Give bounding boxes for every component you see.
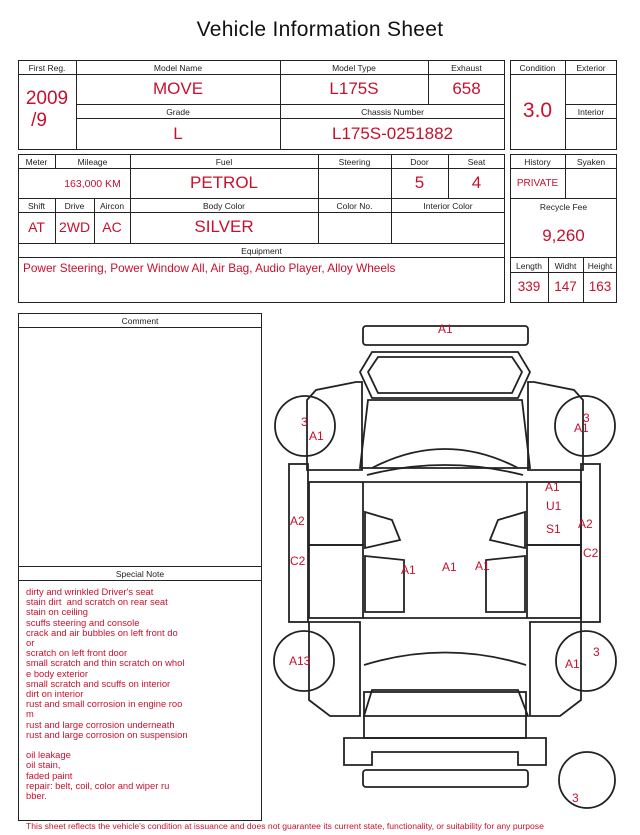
special-note-line: or (26, 637, 35, 649)
mark-wheel-fl-num: 3 (301, 415, 308, 429)
special-note-line: crack and air bubbles on left front do (26, 626, 178, 638)
mark-right-door-front: A2 (578, 517, 593, 531)
color-no-label: Color No. (336, 201, 373, 211)
interior-label: Interior (577, 107, 605, 117)
mark-wheel-rr: A1 (565, 657, 580, 671)
chassis-label: Chassis Number (361, 107, 424, 117)
special-note-line: repair: belt, coil, color and wiper ru (26, 779, 170, 791)
special-note-line: rust and small corrosion in engine roo (26, 698, 183, 710)
aircon-label: Aircon (99, 201, 125, 211)
syaken-label: Syaken (576, 157, 606, 167)
sheet-title: Vehicle Information Sheet (196, 18, 444, 41)
special-note-line: faded paint (26, 769, 73, 781)
meter-label: Meter (25, 157, 48, 167)
special-note-line: rust and large corrosion underneath (26, 718, 175, 730)
first-reg-month: /9 (31, 110, 47, 131)
vehicle-damage-diagram (268, 318, 624, 818)
comment-label: Comment (121, 316, 159, 326)
length-label: Length (516, 261, 542, 271)
fuel-label: Fuel (215, 157, 233, 167)
mark-wheel-fr-num: 3 (583, 411, 590, 425)
seat-value: 4 (471, 173, 482, 192)
mark-right-1: A1 (545, 480, 560, 494)
special-note-line: m (26, 708, 34, 720)
exhaust-value: 658 (452, 79, 481, 98)
exterior-label: Exterior (576, 63, 606, 73)
mark-right-2: U1 (546, 499, 562, 513)
special-note-line: scratch on left front door (26, 647, 128, 659)
model-name-value: MOVE (152, 79, 204, 98)
mark-roof-left: A1 (401, 563, 416, 577)
mark-left-door-front: A2 (290, 514, 305, 528)
mark-spare-num: 3 (572, 791, 579, 805)
mark-wheel-fr: A1 (574, 421, 589, 435)
exhaust-label: Exhaust (451, 63, 482, 73)
mark-front-bumper: A1 (438, 322, 453, 336)
width-label: Widht (554, 261, 577, 271)
recycle-fee-value: 9,260 (542, 226, 585, 245)
model-type-value: L175S (329, 79, 379, 98)
interior-color-label: Interior Color (423, 201, 473, 211)
condition-value: 3.0 (522, 99, 553, 122)
grade-label: Grade (166, 107, 190, 117)
aircon-value: AC (102, 219, 122, 235)
special-note-line: stain dirt and scratch on rear seat (26, 596, 168, 608)
history-label: History (524, 157, 551, 167)
mileage-label: Mileage (77, 157, 108, 167)
model-type-label: Model Type (332, 63, 376, 73)
mark-left-door-rear: C2 (290, 554, 306, 568)
mark-wheel-rr-num: 3 (593, 645, 600, 659)
history-value: PRIVATE (516, 178, 559, 189)
special-note-line: oil stain, (26, 759, 61, 771)
special-note-line: small scratch and thin scratch on whol (26, 657, 185, 669)
body-color-label: Body Color (202, 201, 246, 211)
shift-label: Shift (27, 201, 45, 211)
recycle-fee-label: Recycle Fee (539, 202, 588, 212)
shift-value: AT (28, 219, 45, 235)
height-value: 163 (588, 279, 612, 294)
steering-label: Steering (338, 157, 371, 167)
disclaimer-footer: This sheet reflects the vehicle's condition at issuance and does not guarantee its current state, functionality, or suitability for any purpose (26, 821, 544, 831)
mark-wheel-rl: A13 (289, 654, 311, 668)
width-value: 147 (554, 279, 577, 294)
special-note-line: rust and large corrosion on suspension (26, 728, 188, 740)
mark-roof-right: A1 (475, 559, 490, 573)
model-name-label: Model Name (153, 63, 203, 73)
equipment-value: Power Steering, Power Window All, Air Bag, Audio Player, Alloy Wheels (23, 261, 396, 275)
special-note-line: dirty and wrinkled Driver's seat (26, 586, 154, 597)
mark-right-3: S1 (546, 522, 561, 536)
mark-wheel-fl: A1 (309, 429, 324, 443)
height-label: Height (587, 261, 613, 271)
condition-label: Condition (519, 63, 556, 73)
special-note-line: scuffs steering and console (26, 616, 140, 628)
special-notes-list (26, 587, 258, 801)
special-note-line: e body exterior (26, 667, 89, 679)
body-color-value: SILVER (194, 217, 254, 236)
special-note-line: stain on ceiling (26, 606, 89, 618)
chassis-value: L175S-0251882 (331, 124, 453, 143)
special-note-label: Special Note (115, 569, 165, 579)
seat-label: Seat (467, 157, 486, 167)
first-reg-label: First Reg. (28, 63, 66, 73)
special-note-line: bber. (26, 790, 47, 802)
mileage-value: 163,000 KM (64, 178, 121, 190)
first-reg-year: 2009 (25, 88, 69, 109)
special-note-line: small scratch and scuffs on interior (26, 677, 171, 689)
door-label: Door (410, 157, 429, 167)
special-note-line: dirt on interior (26, 688, 84, 700)
mark-right-door-rear: C2 (583, 546, 599, 560)
drive-value: 2WD (58, 219, 91, 235)
length-value: 339 (517, 279, 541, 294)
grade-value: L (173, 124, 183, 143)
mark-roof-center: A1 (442, 560, 457, 574)
fuel-value: PETROL (189, 173, 259, 192)
special-note-line: oil leakage (26, 749, 71, 761)
door-value: 5 (414, 173, 425, 192)
equipment-label: Equipment (241, 246, 282, 256)
drive-label: Drive (64, 201, 85, 211)
